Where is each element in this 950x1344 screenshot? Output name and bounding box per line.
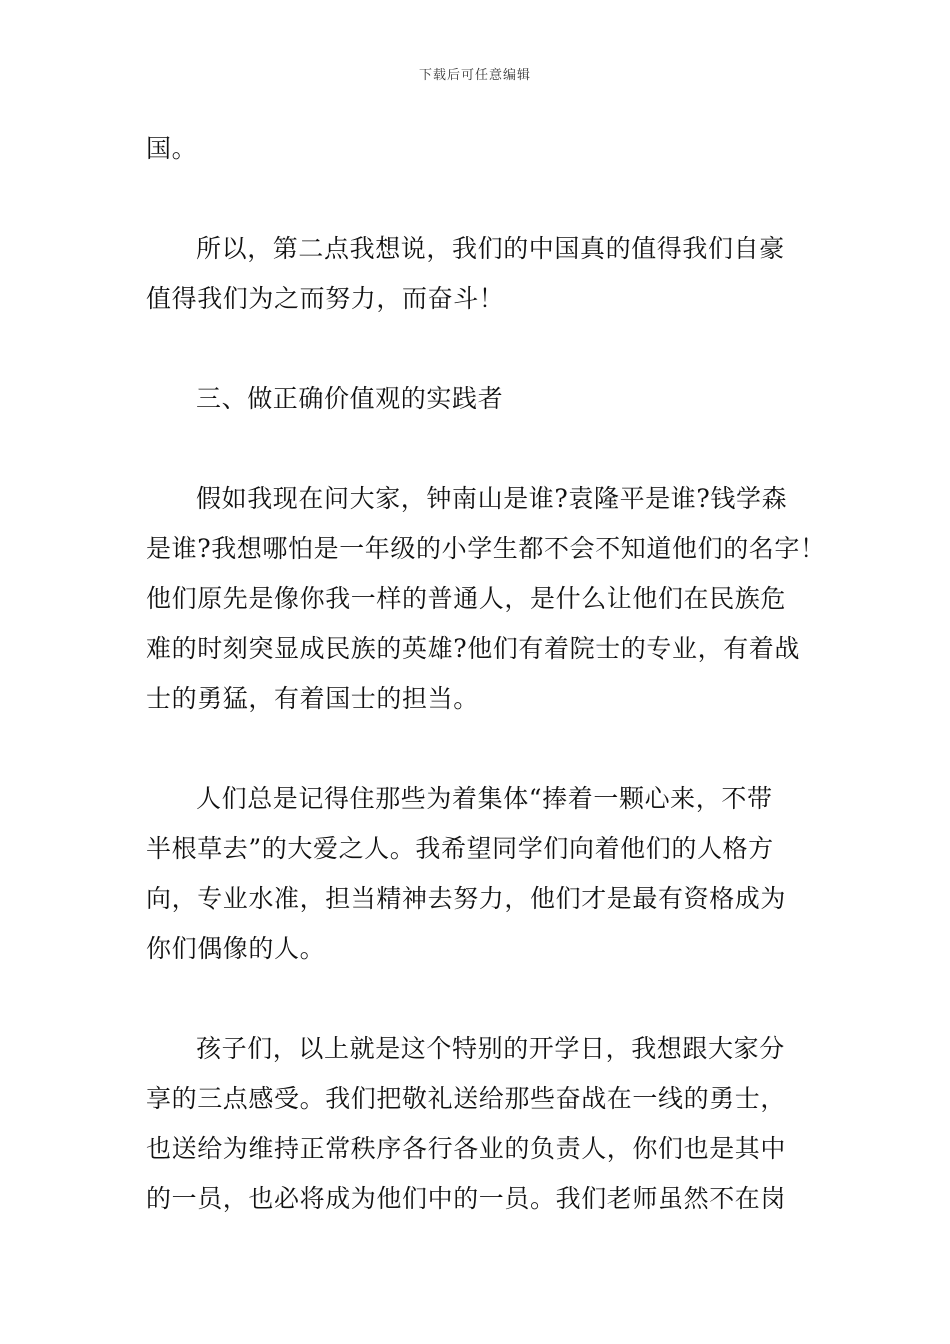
paragraph-line: 难的时刻突显成民族的英雄?他们有着院士的专业，有着战 <box>146 634 801 663</box>
paragraph-line: 是谁?我想哪怕是一年级的小学生都不会不知道他们的名字！ <box>146 534 826 563</box>
paragraph-line: 所以，第二点我想说，我们的中国真的值得我们自豪 <box>196 234 785 263</box>
paragraph-line: 享的三点感受。我们把敬礼送给那些奋战在一线的勇士， <box>146 1084 787 1113</box>
paragraph-line: 人们总是记得住那些为着集体“捧着一颗心来，不带 <box>196 784 773 813</box>
page-header: 下载后可任意编辑 <box>418 68 531 83</box>
paragraph-line: 孩子们，以上就是这个特别的开学日，我想跟大家分 <box>196 1034 785 1063</box>
paragraph-line: 他们原先是像你我一样的普通人，是什么让他们在民族危 <box>146 584 787 613</box>
paragraph-line: 假如我现在问大家，钟南山是谁?袁隆平是谁?钱学森 <box>196 484 788 513</box>
paragraph-line: 你们偶像的人。 <box>146 934 326 963</box>
section-heading: 三、做正确价值观的实践者 <box>196 384 504 413</box>
paragraph-line: 向，专业水准，担当精神去努力，他们才是最有资格成为 <box>146 884 787 913</box>
paragraph-line: 士的勇猛，有着国士的担当。 <box>146 684 479 713</box>
paragraph-line: 的一员，也必将成为他们中的一员。我们老师虽然不在岗 <box>146 1184 787 1213</box>
paragraph-line: 国。 <box>146 134 198 163</box>
paragraph-line: 也送给为维持正常秩序各行各业的负责人，你们也是其中 <box>146 1134 787 1163</box>
paragraph-line: 值得我们为之而努力，而奋斗！ <box>146 284 505 313</box>
paragraph-line: 半根草去”的大爱之人。我希望同学们向着他们的人格方 <box>146 834 774 863</box>
